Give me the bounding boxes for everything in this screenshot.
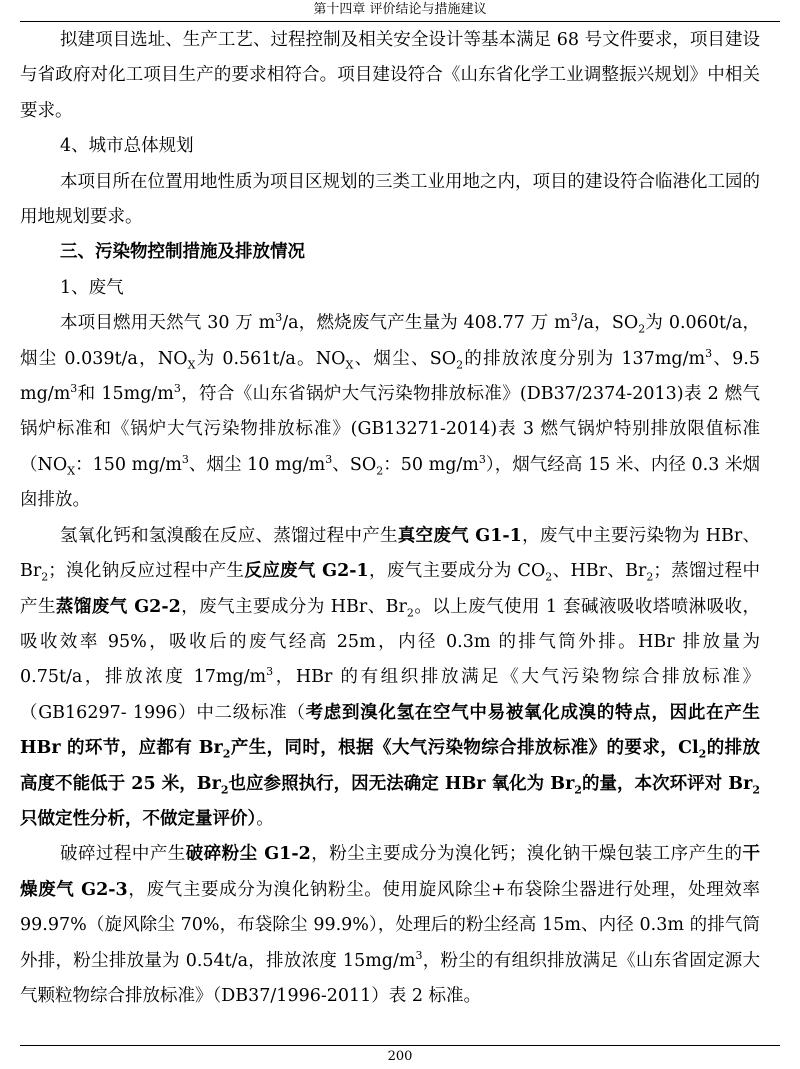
subscript: 2	[41, 570, 49, 584]
bold-run: 的排放高度不能低于 25 米，Br	[20, 738, 761, 794]
bold-run: 也应参照执行，因无法确定 HBr 氧化为 Br	[228, 773, 575, 794]
subscript: 2	[456, 358, 464, 372]
superscript: 3	[70, 382, 78, 396]
subscript: 2	[220, 783, 229, 797]
bold-run: 考虑到溴化氢在空气中易被氧化成溴的特点，因此在产生 HBr 的环节，应都有 Br	[20, 702, 760, 759]
superscript: 3	[415, 948, 423, 962]
superscript: 3	[275, 311, 283, 325]
subscript: X	[67, 464, 76, 478]
paragraph-land-use: 本项目所在位置用地性质为项目区规划的三类工业用地之内，项目的建设符合临港化工园的用地规划要求。	[20, 171, 760, 228]
text-run: ；溴化钠反应过程中产生	[48, 561, 245, 582]
superscript: 3	[181, 453, 189, 467]
text-run: ，废气主要成分为 HBr、Br	[180, 596, 407, 617]
section-heading-pollution-control: 三、污染物控制措施及排放情况	[60, 242, 305, 263]
header-divider	[20, 21, 780, 22]
superscript: 3	[325, 453, 333, 467]
bold-run: 只做定性分析，不做定量评价）	[20, 808, 257, 829]
subheading-exhaust-gas: 1、废气	[60, 277, 124, 298]
subscript: 2	[752, 783, 760, 797]
text-run: ，粉尘主要成分为溴化钙；溴化钠干燥包装工序产生的	[310, 844, 743, 865]
subscript: 2	[222, 747, 231, 761]
superscript: 3	[173, 382, 181, 396]
text-run: /a，燃烧废气产生量为 408.77 万 m	[282, 313, 571, 334]
paragraph-site-compliance: 拟建项目选址、生产工艺、过程控制及相关安全设计等基本满足 68 号文件要求，项目建设与省政府对化工项目生产的要求相符合。项目建设符合《山东省化学工业调整振兴规划》中相关要求。	[20, 30, 760, 121]
bold-term: 干燥废气 G2-3	[20, 844, 760, 900]
superscript: 3	[478, 453, 486, 467]
running-header: 第十四章 评价结论与措施建议	[313, 2, 487, 17]
superscript: 3	[570, 311, 578, 325]
text-run: 为 0.561t/a。NO	[195, 348, 346, 369]
text-run: ，废气主要成分为溴化钠粉尘。使用旋风除尘+布袋除尘器进行处理，处理效率 99.97%（旋风除尘 70%，布袋除尘 99.9%），处理后的粉尘经高 15m、内径 0.3m 的排气筒外排，粉尘排放量为 0.54t/a，排放浓度 15mg/m	[20, 879, 761, 971]
text-run: 。以上废气使用 1 套碱液吸收塔喷淋吸收，吸收效率 95%，吸收后的废气经高 25m，内径 0.3m 的排气筒外排。HBr 排放量为 0.75t/a，排放浓度 17mg/m	[20, 596, 761, 688]
page-body	[20, 23, 760, 1014]
bold-run: 的量，本次环评对 Br	[581, 773, 753, 794]
text-run: 破碎过程中产生	[60, 844, 186, 865]
text-run: 、9.5 mg/m	[20, 348, 760, 405]
bold-term: 破碎粉尘 G1-2	[185, 844, 311, 865]
superscript: 3	[705, 346, 713, 360]
text-run: ，符合《山东省锅炉大气污染物排放标准》(DB37/2374-2013)表 2 燃气锅炉标准和《锅炉大气污染物排放标准》(GB13271-2014)表 3 燃气锅炉特别排放限值标准（NO	[20, 384, 761, 475]
text-run: ，废气主要成分为 CO	[368, 561, 546, 582]
text-run: 、烟尘 10 mg/m	[188, 454, 326, 475]
text-run: ；蒸馏过程中产生	[20, 561, 760, 617]
subscript: 2	[406, 606, 414, 619]
text-run: 的排放浓度分别为 137mg/m	[463, 348, 706, 369]
text-run: ：50 mg/m	[383, 454, 479, 475]
bold-term: 反应废气 G2-1	[244, 561, 369, 582]
text-run: 。	[256, 808, 274, 829]
page-number: 200	[387, 1049, 413, 1064]
footer-divider	[20, 1045, 780, 1046]
text-run: ：150 mg/m	[75, 454, 182, 475]
subscript: 2	[545, 570, 553, 584]
subscript: 2	[646, 570, 654, 584]
text-run: ，粉尘的有组织排放满足《山东省固定源大气颗粒物综合排放标准》（DB37/1996-2011）表 2 标准。	[20, 950, 761, 1006]
bold-term: 蒸馏废气 G2-2	[55, 596, 181, 617]
subscript: 2	[638, 322, 646, 336]
text-run: /a，SO	[577, 313, 639, 334]
subheading-urban-planning: 4、城市总体规划	[60, 136, 194, 157]
text-run: 为 0.060t/a，烟尘 0.039t/a，NO	[20, 313, 760, 369]
bold-run: 产生，同时，根据《大气污染物综合排放标准》的要求，Cl	[230, 738, 699, 759]
paragraph-dust-emissions	[20, 837, 760, 1014]
paragraph-boiler-emissions	[20, 306, 760, 518]
text-run: ），烟气经高 15 米、内径 0.3 米烟囱排放。	[20, 454, 760, 511]
text-run: 和 15mg/m	[77, 384, 174, 405]
subscript: X	[345, 358, 354, 372]
subscript: 2	[376, 464, 384, 478]
subscript: 2	[698, 747, 707, 761]
superscript: 3	[266, 665, 274, 679]
subscript: X	[187, 358, 196, 372]
text-run: ，废气中主要污染物为 HBr、 Br	[20, 525, 760, 582]
text-run: 本项目燃用天然气 30 万 m	[60, 313, 276, 334]
text-run: ，HBr 的有组织排放满足《大气污染物综合排放标准》（GB16297- 1996）中二级标准（	[20, 667, 760, 723]
text-run: 、HBr、Br	[552, 561, 647, 582]
text-run: 、烟尘、SO	[353, 348, 457, 369]
text-run: 、SO	[332, 454, 377, 475]
text-run: 氢氧化钙和氢溴酸在反应、蒸馏过程中产生	[60, 525, 398, 546]
paragraph-hbr-process-gas	[20, 519, 760, 838]
bold-term: 真空废气 G1-1	[397, 525, 522, 546]
subscript: 2	[574, 783, 582, 797]
